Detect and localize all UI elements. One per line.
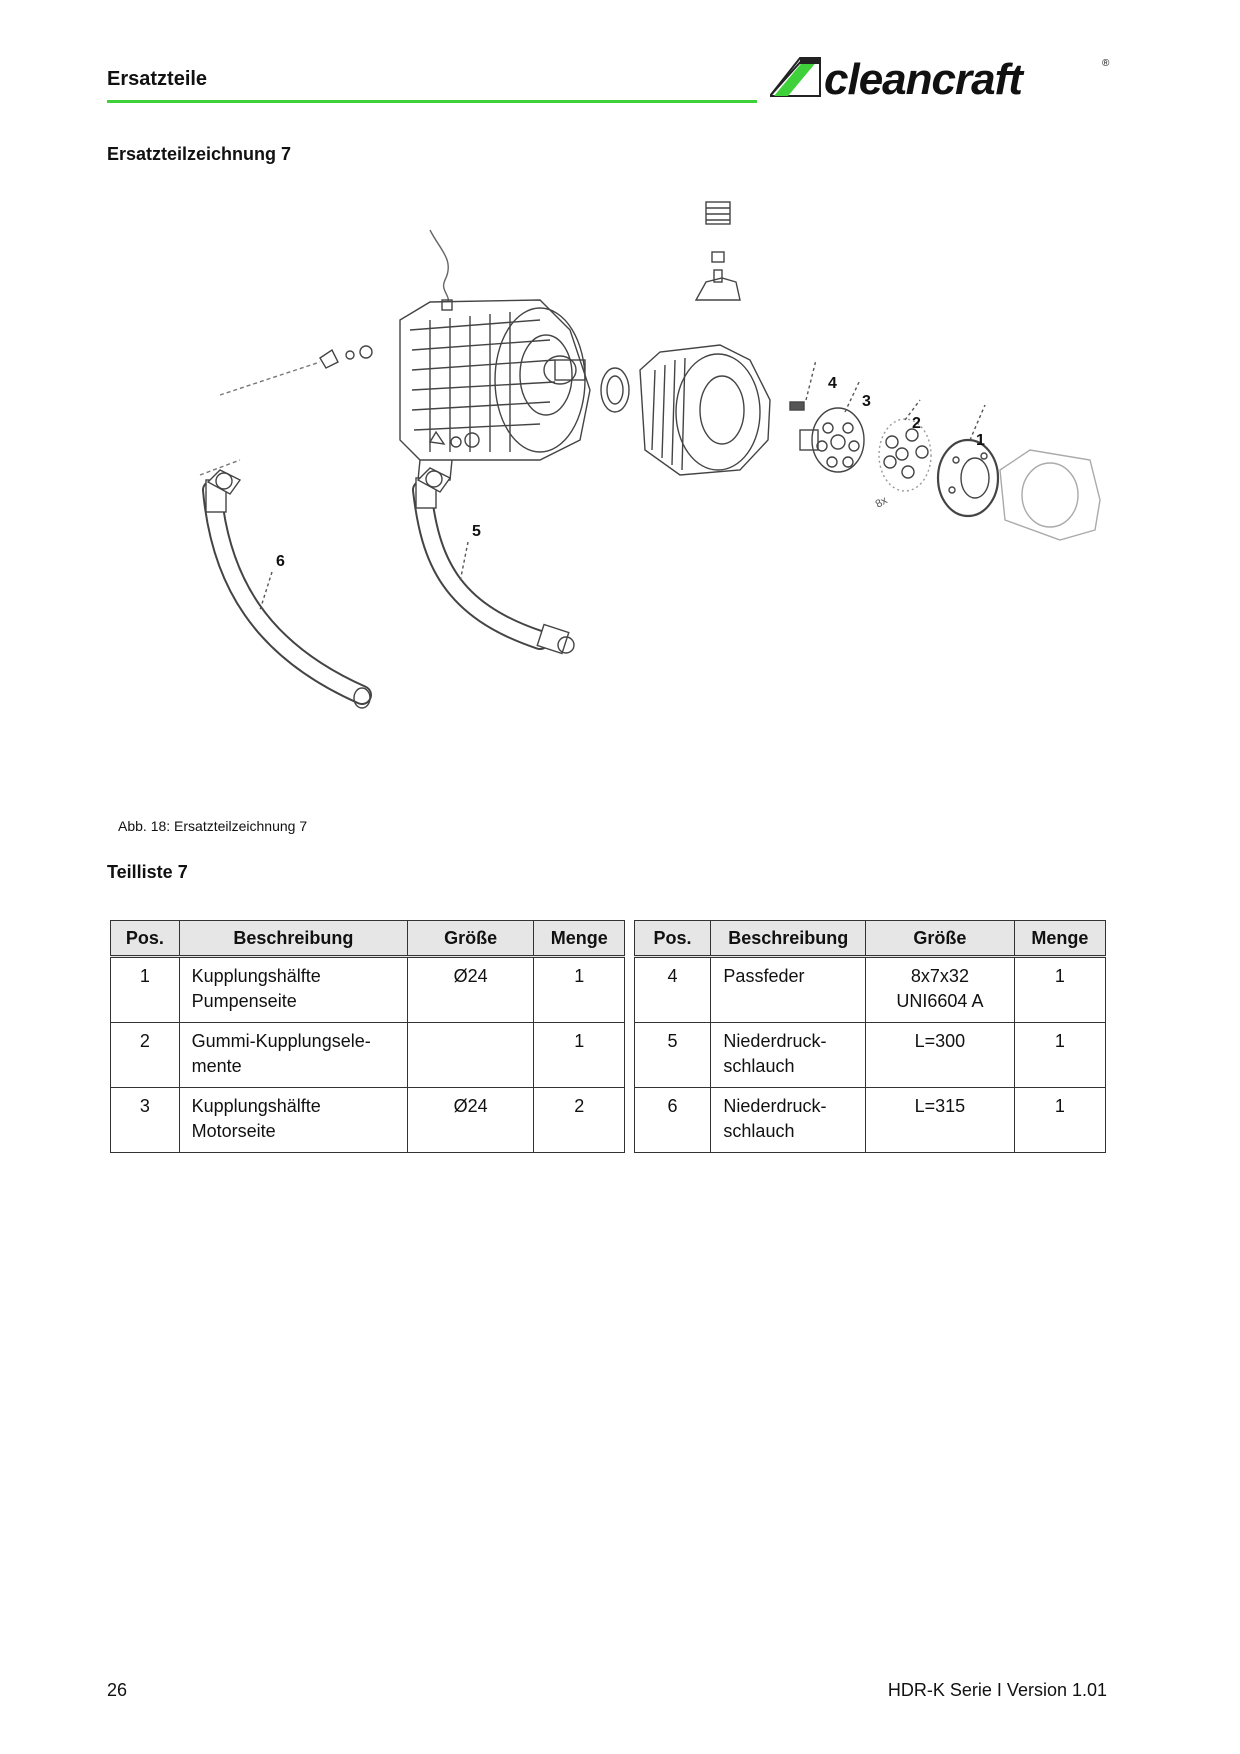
row-quantity: 2 (534, 1088, 625, 1153)
row-description: Kupplungshälfte Pumpenseite (179, 957, 408, 1023)
callout-1: 1 (976, 432, 985, 449)
row-description: Niederdruck- schlauch (711, 1023, 866, 1088)
row-quantity: 1 (534, 1023, 625, 1088)
col-pos: Pos. (111, 921, 180, 957)
document-info: HDR-K Serie I Version 1.01 (887, 1680, 1107, 1700)
exploded-view-drawing (100, 190, 1130, 810)
row-quantity: 1 (1014, 1023, 1105, 1088)
col-description-right: Beschreibung (711, 921, 866, 957)
row-quantity: 1 (1014, 957, 1105, 1023)
col-quantity: Menge (534, 921, 625, 957)
row-quantity: 1 (534, 957, 625, 1023)
table-row (111, 957, 1106, 1023)
col-size: Größe (408, 921, 534, 957)
row-pos: 5 (634, 1023, 711, 1088)
col-pos-right: Pos. (634, 921, 711, 957)
row-description: Passfeder (711, 957, 866, 1023)
parts-table-header (111, 921, 1106, 957)
row-pos: 6 (634, 1088, 711, 1153)
row-size: L=300 (866, 1023, 1015, 1088)
logo-mark-icon (770, 58, 820, 96)
logo-text: cleancraft (824, 55, 1022, 104)
logo-registered-mark: ® (1102, 58, 1110, 69)
row-size: Ø24 (408, 957, 534, 1023)
table-row (111, 1088, 1106, 1153)
row-pos: 2 (111, 1023, 180, 1088)
section-title: Ersatzteile (107, 68, 208, 90)
row-description: Kupplungshälfte Motorseite (179, 1088, 408, 1153)
col-size-right: Größe (866, 921, 1015, 957)
col-quantity-right: Menge (1014, 921, 1105, 957)
row-description: Gummi-Kupplungsele- mente (179, 1023, 408, 1088)
row-pos: 1 (111, 957, 180, 1023)
callout-3: 3 (862, 393, 871, 410)
row-size (408, 1023, 534, 1088)
row-size: Ø24 (408, 1088, 534, 1153)
row-size: 8x7x32 UNI6604 A (866, 957, 1015, 1023)
callout-5: 5 (472, 523, 481, 540)
row-pos: 4 (634, 957, 711, 1023)
figure-caption: Abb. 18: Ersatzteilzeichnung 7 (118, 818, 308, 834)
parts-table (110, 920, 1106, 1153)
callout-2: 2 (912, 415, 921, 432)
row-size: L=315 (866, 1088, 1015, 1153)
callout-4: 4 (828, 375, 837, 392)
drawing-heading: Ersatzteilzeichnung 7 (107, 144, 292, 164)
col-description: Beschreibung (179, 921, 408, 957)
row-pos: 3 (111, 1088, 180, 1153)
row-quantity: 1 (1014, 1088, 1105, 1153)
callout-6: 6 (276, 553, 285, 570)
cleancraft-logo (770, 52, 1115, 104)
table-row (111, 1023, 1106, 1088)
header-rule (107, 100, 757, 103)
quantity-marker: 8x (873, 494, 890, 511)
row-description: Niederdruck- schlauch (711, 1088, 866, 1153)
col-gap (625, 921, 634, 957)
parts-list-heading: Teilliste 7 (107, 862, 188, 882)
page-number: 26 (107, 1680, 128, 1700)
